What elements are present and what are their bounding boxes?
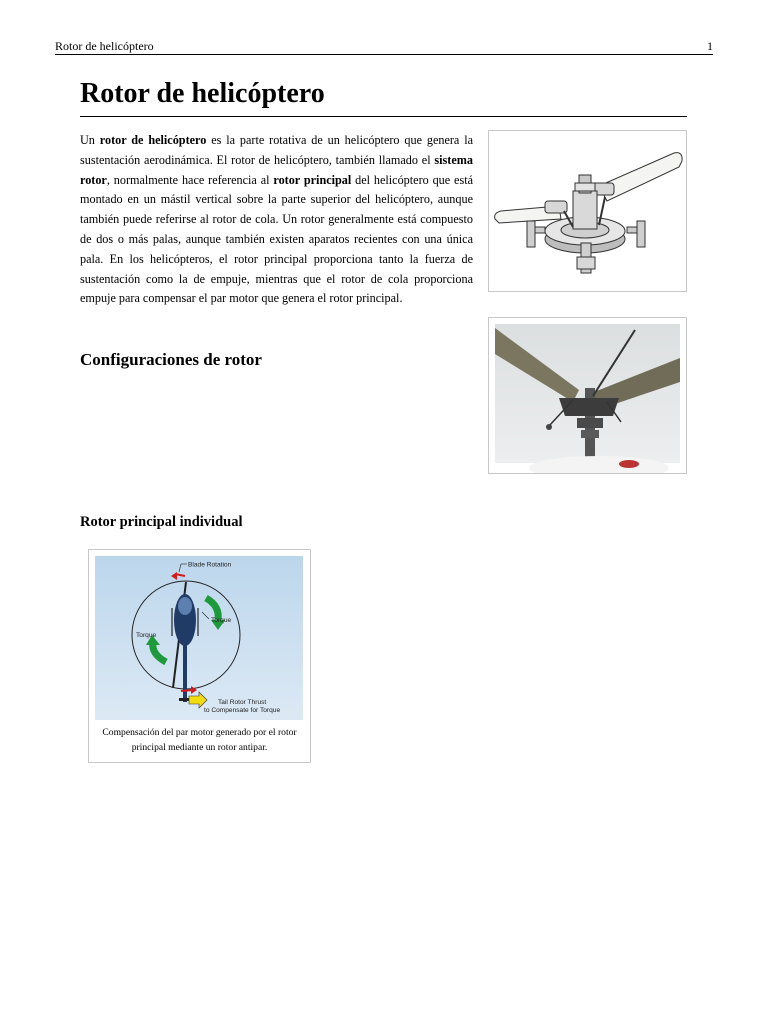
tail-thrust-label-line1: Tail Rotor Thrust: [218, 699, 267, 706]
text-run: es la parte rotativa de un helicóptero que genera la sustentación aerodinámica. El rotor de helicóptero, también llamado el: [80, 133, 473, 167]
torque-right-label: Torque: [211, 617, 232, 624]
rotor-hub-figure: [488, 130, 687, 292]
torque-left-label: Torque: [136, 632, 157, 639]
text-run: del helicóptero que está montado en un mástil vertical sobre la parte superior del helicóptero, aunque también puede referirse al rotor de cola. Un rotor generalmente está compuesto de dos o más palas, aunque también existen aparatos recientes con una única pala. En los helicópteros, el rotor principal proporciona tanto la fuerza de sustentación como la de empuje, mientras que el rotor de cola proporciona empuje para compensar el par motor que genera el rotor principal.: [80, 172, 474, 306]
tail-thrust-label-line2: to Compensate for Torque: [204, 707, 281, 714]
blade-rotation-label: Blade Rotation: [188, 561, 232, 569]
rotor-head-photo: [489, 318, 686, 473]
torque-compensation-figure: [88, 549, 311, 763]
subsection-heading: Rotor principal individual: [80, 514, 243, 530]
rotor-head-photo-figure: [488, 317, 687, 474]
section-heading: Configuraciones de rotor: [80, 350, 262, 369]
rotor-hub-illustration: [489, 131, 686, 291]
page-title: Rotor de helicóptero: [80, 76, 687, 117]
running-header-title: Rotor de helicóptero: [55, 39, 154, 53]
text-run: Un: [80, 133, 100, 147]
bold-term: sistema rotor: [80, 152, 473, 187]
torque-diagram: [89, 550, 310, 720]
running-header: [55, 38, 713, 55]
page-number: 1: [707, 39, 713, 53]
bold-term: rotor principal: [273, 172, 352, 187]
figure-caption: Compensación del par motor generado por el rotor principal mediante un rotor antipar.: [102, 727, 297, 753]
intro-paragraph: [80, 131, 473, 309]
bold-term: rotor de helicóptero: [99, 133, 207, 147]
text-run: , normalmente hace referencia al: [106, 172, 274, 187]
